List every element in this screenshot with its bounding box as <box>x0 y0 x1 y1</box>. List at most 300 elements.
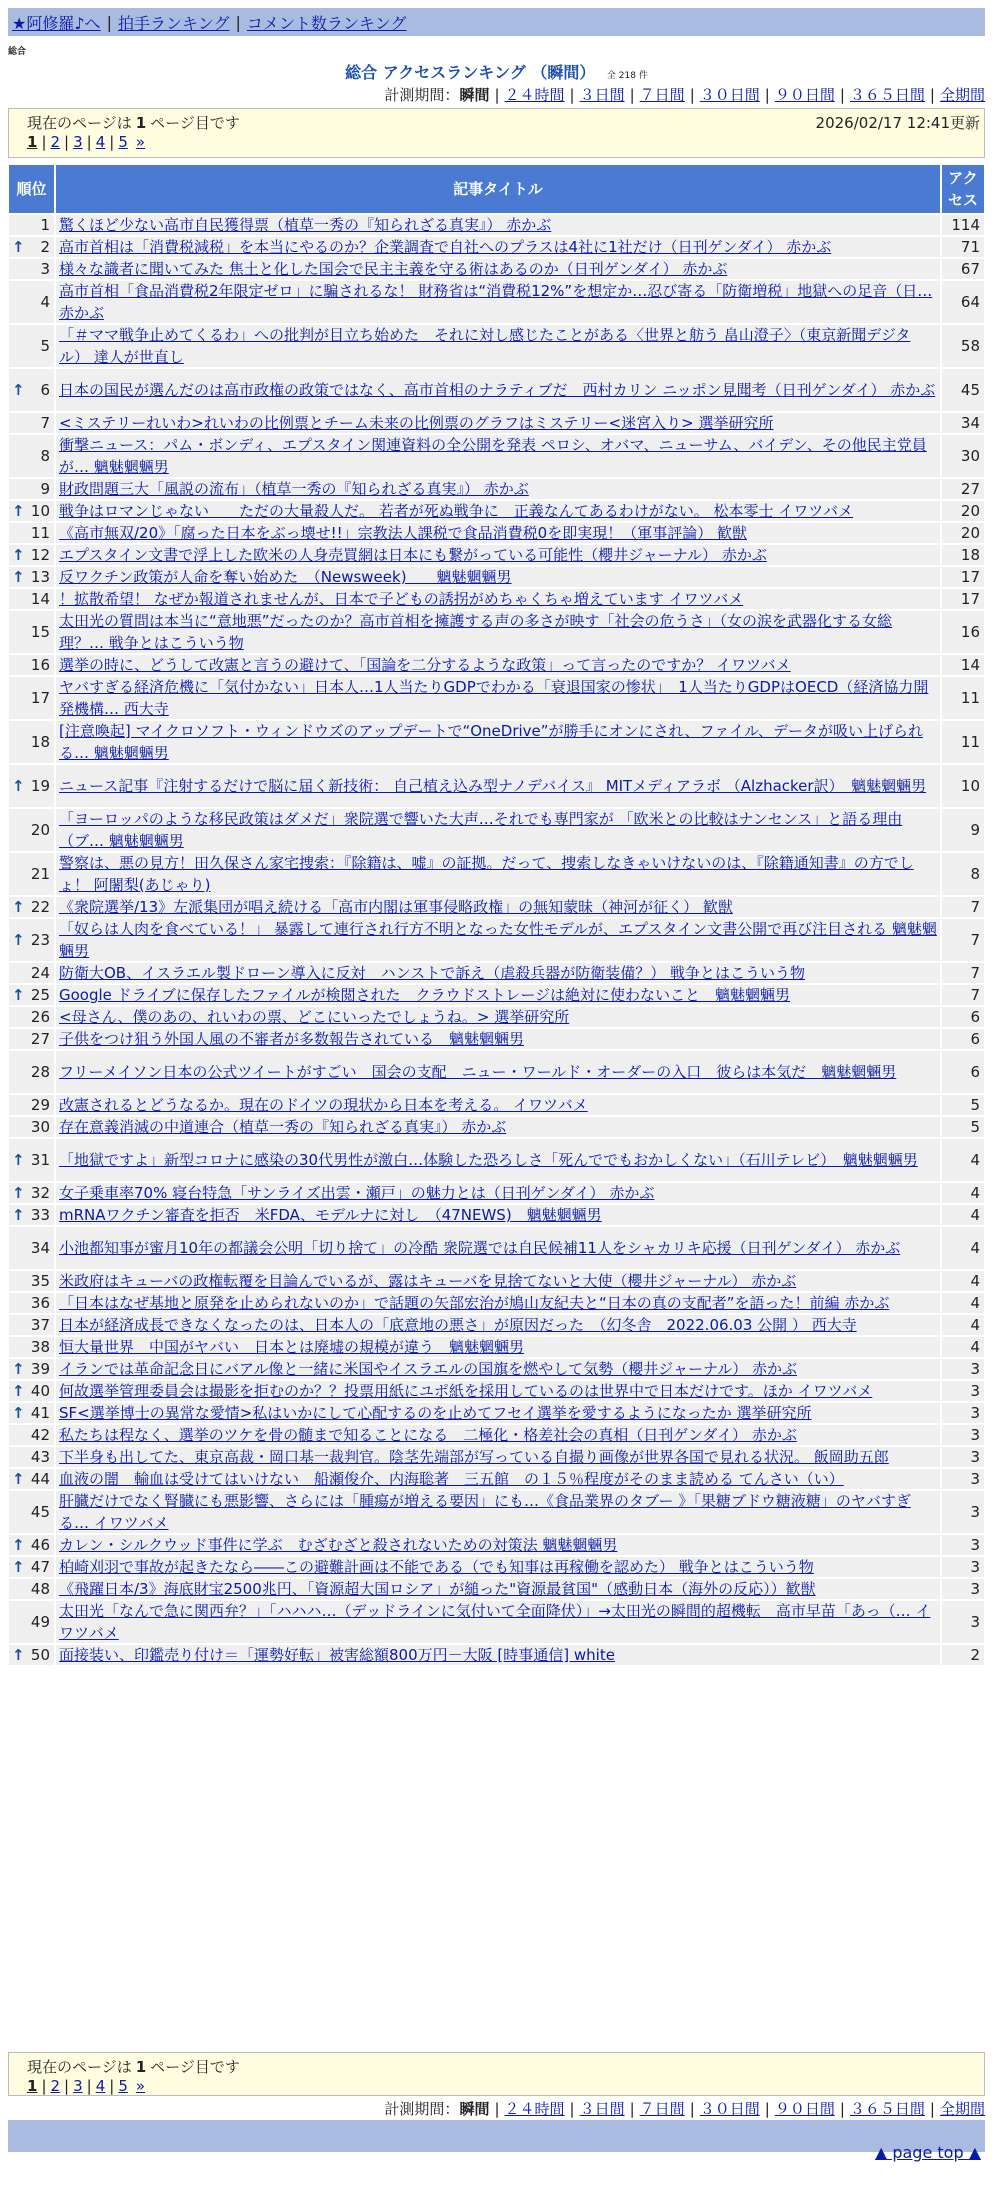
access-count: 4 <box>941 1138 985 1182</box>
period-link[interactable]: ３６５日間 <box>849 2100 925 2118</box>
rank-number: 45 <box>30 1503 50 1521</box>
article-link[interactable]: 反ワクチン政策が人命を奪い始めた （Newsweek) 魑魅魍魎男 <box>59 568 512 586</box>
access-count: 3 <box>941 1468 985 1490</box>
access-header: アクセス <box>941 164 985 214</box>
rank-cell <box>8 1534 55 1556</box>
rank-number: 49 <box>30 1613 50 1631</box>
rank-cell <box>8 1226 55 1270</box>
rank-number: 47 <box>30 1558 50 1576</box>
title-cell <box>55 808 941 852</box>
table-row <box>8 1028 985 1050</box>
title-cell <box>55 918 941 962</box>
rank-cell <box>8 1402 55 1424</box>
rank-number: 4 <box>40 293 50 311</box>
access-count: 4 <box>941 1270 985 1292</box>
rank-cell <box>8 918 55 962</box>
page-current: 1 <box>27 2077 38 2095</box>
title-cell <box>55 1336 941 1358</box>
rank-cell <box>8 1600 55 1644</box>
rank-number: 12 <box>30 546 50 564</box>
table-row <box>8 720 985 764</box>
title-cell <box>55 434 941 478</box>
rank-cell <box>8 984 55 1006</box>
rank-number: 41 <box>30 1404 50 1422</box>
table-row <box>8 676 985 720</box>
table-row <box>8 962 985 984</box>
period-link[interactable]: ７日間 <box>639 2100 685 2118</box>
access-count: 27 <box>941 478 985 500</box>
article-link[interactable]: 驚くほど少ない高市自民獲得票（植草一秀の『知られざる真実』） 赤かぶ <box>59 216 552 234</box>
rank-number: 32 <box>30 1184 50 1202</box>
table-row <box>8 566 985 588</box>
period-link[interactable]: ３０日間 <box>699 2100 760 2118</box>
page-link[interactable]: 5 <box>118 2077 128 2095</box>
article-link[interactable]: 存在意義消滅の中道連合（植草一秀の『知られざる真実』） 赤かぶ <box>59 1118 507 1136</box>
period-separator: | <box>839 86 845 104</box>
site-tag: 総合 <box>8 47 27 57</box>
article-link[interactable]: 米政府はキューバの政権転覆を目論んでいるが、露はキューバを見捨てないと大使（櫻井ジャーナル） 赤かぶ <box>59 1272 797 1290</box>
article-link[interactable]: 《飛躍日本/3》海底財宝2500兆円、「資源超大国ロシア」が縋った"資源最貧国"（感動日本（海外の反応））歓獣 <box>59 1580 816 1598</box>
access-count: 2 <box>941 1644 985 1666</box>
title-header: 記事タイトル <box>55 164 941 214</box>
rank-header: 順位 <box>8 164 55 214</box>
table-row <box>8 1556 985 1578</box>
rank-number: 46 <box>30 1536 50 1554</box>
title-cell <box>55 1424 941 1446</box>
article-link[interactable]: カレン・シルクウッド事件に学ぶ むざむざと殺されないための対策法 魑魅魍魎男 <box>59 1536 618 1554</box>
title-cell <box>55 676 941 720</box>
title-cell <box>55 500 941 522</box>
rank-up-arrow-icon: ↑ <box>12 777 25 795</box>
access-count: 4 <box>941 1182 985 1204</box>
rank-cell <box>8 214 55 236</box>
article-link[interactable]: Google ドライブに保存したファイルが検閲された クラウドストレージは絶対に使わないこと 魑魅魍魎男 <box>59 986 791 1004</box>
next-page-link[interactable]: » <box>135 2077 146 2095</box>
title-cell <box>55 566 941 588</box>
article-link[interactable]: 高市首相「食品消費税2年限定ゼロ」に騙されるな！ 財務省は“消費税12%”を想定か…忍び寄る「防衛増税」地獄への足音（日… 赤かぶ <box>59 282 933 322</box>
rank-cell <box>8 1314 55 1336</box>
period-label: 計測期間： <box>384 2100 460 2118</box>
article-link[interactable]: ヤバすぎる経済危機に「気付かない」日本人…1人当たりGDPでわかる「衰退国家の惨状」 1人当たりGDPはOECD（経済協力開発機構… 西大寺 <box>59 678 929 718</box>
page-separator: | <box>86 133 92 151</box>
current-page-text <box>27 112 240 133</box>
access-count: 10 <box>941 764 985 808</box>
total-count: 全 218 件 <box>606 71 648 81</box>
access-count: 11 <box>941 720 985 764</box>
rank-up-arrow-icon: ↑ <box>12 568 25 586</box>
period-link[interactable]: ７日間 <box>639 86 685 104</box>
rank-cell <box>8 478 55 500</box>
article-link[interactable]: 「ヨーロッパのような移民政策はダメだ」衆院選で響いた大声…それでも専門家が 「欧米との比較はナンセンス」と語る理由（ブ… 魑魅魍魎男 <box>59 810 903 850</box>
rank-number: 24 <box>30 964 50 982</box>
rank-cell <box>8 1468 55 1490</box>
period-separator: | <box>929 2100 935 2118</box>
rank-cell <box>8 412 55 434</box>
rank-cell <box>8 896 55 918</box>
table-row <box>8 610 985 654</box>
title-cell <box>55 214 941 236</box>
rank-cell <box>8 1050 55 1094</box>
article-link[interactable]: 選挙の時に、どうして改憲と言うの避けて、「国論を二分するような政策」って言ったのですか？ イワツバメ <box>59 656 791 674</box>
current-page-number: 1 <box>135 2058 147 2076</box>
period-link[interactable]: ３日間 <box>579 2100 625 2118</box>
access-count: 64 <box>941 280 985 324</box>
article-link[interactable]: 「地獄ですよ」新型コロナに感染の30代男性が激白…体験した恐ろしさ「死んででもおかしくない」（石川テレビ） 魑魅魍魎男 <box>59 1151 918 1169</box>
title-cell <box>55 478 941 500</box>
article-link[interactable]: mRNAワクチン審査を拒否 米FDA、モデルナに対し （47NEWS) 魑魅魍魎男 <box>59 1206 602 1224</box>
access-count: 16 <box>941 610 985 654</box>
table-row <box>8 1358 985 1380</box>
access-count: 6 <box>941 1050 985 1094</box>
rank-cell <box>8 324 55 368</box>
home-link[interactable]: ★阿修羅♪へ <box>12 13 101 33</box>
access-count: 11 <box>941 676 985 720</box>
article-link[interactable]: 戦争はロマンじゃない ただの大量殺人だ。 若者が死ぬ戦争に 正義なんてあるわけがない。 松本零士 イワツバメ <box>59 502 854 520</box>
table-row <box>8 984 985 1006</box>
title-cell <box>55 1380 941 1402</box>
rank-cell <box>8 676 55 720</box>
title-cell <box>55 720 941 764</box>
rank-up-arrow-icon: ↑ <box>12 1646 25 1664</box>
table-row <box>8 1204 985 1226</box>
period-label: 計測期間： <box>384 86 460 104</box>
period-link[interactable]: 全期間 <box>939 2100 985 2118</box>
table-row <box>8 1006 985 1028</box>
rank-up-arrow-icon: ↑ <box>12 1206 25 1224</box>
rank-cell <box>8 1182 55 1204</box>
rank-cell <box>8 610 55 654</box>
rank-number: 21 <box>30 865 50 883</box>
rank-up-arrow-icon: ↑ <box>12 238 25 256</box>
access-count: 4 <box>941 1336 985 1358</box>
period-selector-bottom <box>384 2098 985 2119</box>
rank-number: 2 <box>40 238 50 256</box>
table-row <box>8 1292 985 1314</box>
title-cell <box>55 984 941 1006</box>
rank-cell <box>8 1644 55 1666</box>
article-link[interactable]: SF<選挙博士の異常な愛情>私はいかにして心配するのを止めてフセイ選挙を愛するようになったか 選挙研究所 <box>59 1404 812 1422</box>
access-count: 6 <box>941 1006 985 1028</box>
comment-ranking-link[interactable]: コメント数ランキング <box>246 13 407 33</box>
title-cell <box>55 1490 941 1534</box>
page-link[interactable]: 4 <box>95 133 106 151</box>
article-link[interactable]: 太田光「なんで急に関西弁？」「ハハハ…（デッドラインに気付いて全面降伏）」→太田光の瞬間的超機転 高市早苗「あっ（… イワツバメ <box>59 1602 931 1642</box>
access-count: 4 <box>941 1292 985 1314</box>
period-separator: | <box>629 2100 635 2118</box>
article-link[interactable]: 何故選挙管理委員会は撮影を拒むのか？？投票用紙にユポ紙を採用しているのは世界中で日本だけです。ほか イワツバメ <box>59 1382 873 1400</box>
rank-number: 8 <box>40 447 50 465</box>
table-row <box>8 544 985 566</box>
rank-up-arrow-icon: ↑ <box>12 502 25 520</box>
article-link[interactable]: 面接装い、印鑑売り付け＝「運勢好転」被害総額800万円－大阪 [時事通信] white <box>59 1646 615 1664</box>
table-row <box>8 808 985 852</box>
title-cell <box>55 896 941 918</box>
page-link[interactable]: 5 <box>118 133 128 151</box>
next-page-link[interactable]: » <box>135 133 146 151</box>
article-link[interactable]: 「日本はなぜ基地と原発を止められないのか」で話題の矢部宏治が鳩山友紀夫と“日本の真の支配者”を語った！前編 赤かぶ <box>59 1294 890 1312</box>
rank-cell <box>8 280 55 324</box>
rank-cell <box>8 1380 55 1402</box>
page-separator: | <box>41 2077 47 2095</box>
table-row <box>8 1336 985 1358</box>
title-cell <box>55 1292 941 1314</box>
period-separator: | <box>689 2100 695 2118</box>
rank-number: 42 <box>30 1426 50 1444</box>
access-count: 5 <box>941 1094 985 1116</box>
article-link[interactable]: 高市首相は「消費税減税」を本当にやるのか？企業調査で自社へのプラスは4社に1社だけ（日刊ゲンダイ） 赤かぶ <box>59 238 832 256</box>
article-link[interactable]: フリーメイソン日本の公式ツイートがすごい 国会の支配 ニュー・ワールド・オーダーの入口 彼らは本気だ 魑魅魍魎男 <box>59 1063 897 1081</box>
article-link[interactable]: 子供をつけ狙う外国人風の不審者が多数報告されている 魑魅魍魎男 <box>59 1030 525 1048</box>
page-link[interactable]: 2 <box>50 2077 61 2095</box>
rank-number: 3 <box>40 260 50 278</box>
rank-up-arrow-icon: ↑ <box>12 1151 25 1169</box>
article-link[interactable]: 「奴らは人肉を食べている！」 暴露して連行され行方不明となった女性モデルが、エプスタイン文書公開で再び注目される 魑魅魍魎男 <box>59 920 937 960</box>
table-row <box>8 1270 985 1292</box>
access-count: 4 <box>941 1314 985 1336</box>
article-link[interactable]: 日本が経済成長できなくなったのは、日本人の「底意地の悪さ」が原因だった （幻冬舎 2022.06.03 公開 ） 西大寺 <box>59 1316 857 1334</box>
rank-up-arrow-icon: ↑ <box>12 1360 25 1378</box>
title-cell <box>55 1204 941 1226</box>
access-count: 7 <box>941 918 985 962</box>
access-count: 3 <box>941 1402 985 1424</box>
access-count: 3 <box>941 1600 985 1644</box>
rank-up-arrow-icon: ↑ <box>12 381 25 399</box>
rank-cell <box>8 1578 55 1600</box>
article-link[interactable]: 太田光の質問は本当に“意地悪”だったのか？高市首相を擁護する声の多さが映す「社会の危うさ」（女の涙を武器化する女総理？… 戦争とはこういう物 <box>59 612 893 652</box>
title-cell <box>55 654 941 676</box>
title-cell <box>55 1270 941 1292</box>
rank-number: 43 <box>30 1448 50 1466</box>
title-cell <box>55 258 941 280</box>
page-link[interactable]: 3 <box>73 133 83 151</box>
page-separator: | <box>109 133 115 151</box>
access-count: 3 <box>941 1490 985 1534</box>
page-link[interactable]: 2 <box>50 133 61 151</box>
access-count: 30 <box>941 434 985 478</box>
article-link[interactable]: 財政問題三大「風説の流布」（植草一秀の『知られざる真実』） 赤かぶ <box>59 480 529 498</box>
title-cell <box>55 1182 941 1204</box>
rank-number: 6 <box>40 381 50 399</box>
article-link[interactable]: [注意喚起] マイクロソフト・ウィンドウズのアップデートで“OneDrive”が勝手にオンにされ、ファイル、データが吸い上げられる… 魑魅魍魎男 <box>59 722 923 762</box>
access-count: 9 <box>941 808 985 852</box>
period-link[interactable]: ３６５日間 <box>849 86 925 104</box>
ranking-title: 総合 アクセスランキング （瞬間） <box>345 63 596 82</box>
table-row <box>8 1490 985 1534</box>
article-link[interactable]: エプスタイン文書で浮上した欧米の人身売買網は日本にも繋がっている可能性（櫻井ジャーナル） 赤かぶ <box>59 546 767 564</box>
title-cell <box>55 324 941 368</box>
title-cell <box>55 764 941 808</box>
rank-number: 37 <box>30 1316 50 1334</box>
current-page-post: ページ目です <box>150 2058 240 2076</box>
rank-up-arrow-icon: ↑ <box>12 931 25 949</box>
rank-number: 5 <box>40 337 50 355</box>
period-link[interactable]: ３日間 <box>579 86 625 104</box>
rank-cell <box>8 1116 55 1138</box>
article-link[interactable]: 女子乗車率70% 寝台特急「サンライズ出雲・瀬戸」の魅力とは（日刊ゲンダイ） 赤かぶ <box>59 1184 655 1202</box>
rank-cell <box>8 1204 55 1226</box>
rank-number: 48 <box>30 1580 50 1598</box>
table-row <box>8 434 985 478</box>
article-link[interactable]: 改憲されるとどうなるか。現在のドイツの現状から日本を考える。 イワツバメ <box>59 1096 588 1114</box>
table-row <box>8 1050 985 1094</box>
table-row <box>8 588 985 610</box>
article-link[interactable]: 恒大量世界 中国がヤバい 日本とは廃墟の規模が違う 魑魅魍魎男 <box>59 1338 525 1356</box>
article-link[interactable]: 様々な識者に聞いてみた 焦土と化した国会で民主主義を守る術はあるのか（日刊ゲンダイ） 赤かぶ <box>59 260 728 278</box>
access-count: 14 <box>941 654 985 676</box>
article-link[interactable]: ！拡散希望！ なぜか報道されませんが、日本で子どもの誘拐がめちゃくちゃ増えています イワツバメ <box>59 590 744 608</box>
rank-cell <box>8 1028 55 1050</box>
applause-ranking-link[interactable]: 拍手ランキング <box>117 13 230 33</box>
page-separator: | <box>41 133 47 151</box>
access-count: 3 <box>941 1358 985 1380</box>
access-count: 7 <box>941 896 985 918</box>
rank-cell <box>8 808 55 852</box>
table-row <box>8 324 985 368</box>
rank-number: 23 <box>30 931 50 949</box>
footer-bar <box>8 2120 985 2152</box>
title-cell <box>55 1644 941 1666</box>
period-link[interactable]: ３０日間 <box>699 86 760 104</box>
article-link[interactable]: 《衆院選挙/13》左派集団が唱え続ける「高市内閣は軍事侵略政権」の無知蒙昧（神河が征く） 歓獣 <box>59 898 733 916</box>
rank-number: 30 <box>30 1118 50 1136</box>
rank-up-arrow-icon: ↑ <box>12 986 25 1004</box>
article-link[interactable]: 血液の闇 輸血は受けてはいけない 船瀬俊介、内海聡著 三五館 の１５％程度がそのまま読める てんさい（い） <box>59 1470 844 1488</box>
title-cell <box>55 610 941 654</box>
article-link[interactable]: 柏崎刈羽で事故が起きたなら――この避難計画は不能である（でも知事は再稼働を認めた） 戦争とはこういう物 <box>59 1558 814 1576</box>
article-link[interactable]: イランでは革命記念日にバアル像と一緒に米国やイスラエルの国旗を燃やして気勢（櫻井ジャーナル） 赤かぶ <box>59 1360 797 1378</box>
rank-number: 19 <box>30 777 50 795</box>
page-links <box>27 133 145 151</box>
rank-number: 13 <box>30 568 50 586</box>
current-page-post: ページ目です <box>150 114 240 132</box>
article-link[interactable]: 日本の国民が選んだのは高市政権の政策ではなく、高市首相のナラティブだ 西村カリン ニッポン見聞考（日刊ゲンダイ） 赤かぶ <box>59 381 936 399</box>
article-link[interactable]: 私たちは程なく、選挙のツケを骨の髄まで知ることになる 二極化・格差社会の真相（日刊ゲンダイ） 赤かぶ <box>59 1426 797 1444</box>
article-link[interactable]: <母さん、僕のあの、れいわの票、どこにいったでしょうね。> 選挙研究所 <box>59 1008 570 1026</box>
period-link[interactable]: ２４時間 <box>504 86 565 104</box>
ranking-table <box>8 164 985 1666</box>
rank-number: 50 <box>30 1646 50 1664</box>
title-cell <box>55 1116 941 1138</box>
page-separator: | <box>86 2077 92 2095</box>
rank-number: 22 <box>30 898 50 916</box>
title-cell <box>55 544 941 566</box>
rank-number: 14 <box>30 590 50 608</box>
article-link[interactable]: 衝撃ニュース：パム・ボンディ、エプスタイン関連資料の全公開を発表 ペロシ、オバマ、ニューサム、バイデン、その他民主党員が… 魑魅魍魎男 <box>59 436 927 476</box>
rank-up-arrow-icon: ↑ <box>12 1470 25 1488</box>
nav-separator: | <box>106 12 112 32</box>
period-selector <box>384 84 985 105</box>
rank-cell <box>8 654 55 676</box>
article-link[interactable]: 小池都知事が蜜月10年の都議会公明「切り捨て」の冷酷 衆院選では自民候補11人をシャカリキ応援（日刊ゲンダイ） 赤かぶ <box>59 1239 901 1257</box>
title-cell <box>55 1006 941 1028</box>
access-count: 4 <box>941 1226 985 1270</box>
table-row <box>8 896 985 918</box>
page-link[interactable]: 4 <box>95 2077 106 2095</box>
title-cell <box>55 1314 941 1336</box>
rank-number: 44 <box>30 1470 50 1488</box>
article-link[interactable]: <ミステリーれいわ>れいわの比例票とチーム未来の比例票のグラフはミステリー<迷宮入り> 選挙研究所 <box>59 414 774 432</box>
access-count: 5 <box>941 1116 985 1138</box>
table-row <box>8 1402 985 1424</box>
period-separator: | <box>494 2100 500 2118</box>
table-row <box>8 1468 985 1490</box>
table-row <box>8 1116 985 1138</box>
period-link[interactable]: ９０日間 <box>774 2100 835 2118</box>
period-separator: | <box>569 2100 575 2118</box>
period-link[interactable]: ２４時間 <box>504 2100 565 2118</box>
rank-number: 33 <box>30 1206 50 1224</box>
access-count: 114 <box>941 214 985 236</box>
table-row <box>8 1314 985 1336</box>
period-separator: | <box>629 86 635 104</box>
rank-number: 40 <box>30 1382 50 1400</box>
table-row <box>8 1138 985 1182</box>
access-count: 3 <box>941 1380 985 1402</box>
page-top-link[interactable]: ▲ page top ▲ <box>874 2143 981 2162</box>
article-link[interactable]: 「＃ママ戦争止めてくるわ」への批判が目立ち始めた それに対し感じたことがある〈世界と舫う 畠山澄子〉（東京新聞デジタル） 達人が世直し <box>59 326 911 366</box>
access-count: 3 <box>941 1424 985 1446</box>
table-row <box>8 500 985 522</box>
period-current: 瞬間 <box>459 2100 490 2118</box>
title-cell <box>55 1468 941 1490</box>
table-row <box>8 852 985 896</box>
title-cell <box>55 1226 941 1270</box>
table-row <box>8 764 985 808</box>
nav-separator: | <box>235 12 241 32</box>
rank-up-arrow-icon: ↑ <box>12 1404 25 1422</box>
article-link[interactable]: 警察は、悪の見方！田久保さん家宅捜索：『除籍は、嘘』の証拠。だって、捜索しなきゃいけないのは、『除籍通知書』の方でしょ！ 阿闍梨(あじゃり) <box>59 854 914 894</box>
article-link[interactable]: ニュース記事『注射するだけで脳に届く新技術： 自己植え込み型ナノデバイス』 MITメディアラボ （Alzhacker訳） 魑魅魍魎男 <box>59 777 927 795</box>
rank-number: 35 <box>30 1272 50 1290</box>
page-link[interactable]: 3 <box>73 2077 83 2095</box>
access-count: 4 <box>941 1204 985 1226</box>
rank-cell <box>8 764 55 808</box>
table-row <box>8 1094 985 1116</box>
period-link[interactable]: 全期間 <box>939 86 985 104</box>
table-row <box>8 1578 985 1600</box>
table-row <box>8 1182 985 1204</box>
period-link[interactable]: ９０日間 <box>774 86 835 104</box>
article-link[interactable]: 下半身も出してた、東京高裁・岡口基一裁判官。陰茎先端部が写っている自撮り画像が世界各国で見れる状況。 飯岡助五郎 <box>59 1448 889 1466</box>
pager-top <box>8 108 985 158</box>
table-row <box>8 918 985 962</box>
rank-number: 18 <box>30 733 50 751</box>
article-link[interactable]: 《高市無双/20》「腐った日本をぶっ壊せ!!」宗教法人課税で食品消費税0を即実現！（軍事評論） 歓獣 <box>59 524 747 542</box>
table-row <box>8 1446 985 1468</box>
rank-number: 39 <box>30 1360 50 1378</box>
rank-number: 34 <box>30 1239 50 1257</box>
rank-up-arrow-icon: ↑ <box>12 1382 25 1400</box>
period-separator: | <box>929 86 935 104</box>
period-current: 瞬間 <box>459 86 490 104</box>
rank-number: 29 <box>30 1096 50 1114</box>
rank-number: 31 <box>30 1151 50 1169</box>
title-cell <box>55 1534 941 1556</box>
table-row <box>8 478 985 500</box>
article-link[interactable]: 肝臓だけでなく腎臓にも悪影響、さらには「腫瘍が増える要因」にも…《食品業界のタブー 》「果糖ブドウ糖液糖」のヤバすぎる… イワツバメ <box>59 1492 911 1532</box>
access-count: 7 <box>941 984 985 1006</box>
rank-number: 36 <box>30 1294 50 1312</box>
table-row <box>8 236 985 258</box>
article-link[interactable]: 防衛大OB、イスラエル製ドローン導入に反対 ハンストで訴え（虐殺兵器が防衛装備？） 戦争とはこういう物 <box>59 964 805 982</box>
rank-cell <box>8 434 55 478</box>
table-row <box>8 280 985 324</box>
rank-number: 28 <box>30 1063 50 1081</box>
rank-cell <box>8 1292 55 1314</box>
title-cell <box>55 412 941 434</box>
current-page-number: 1 <box>135 114 147 132</box>
table-row <box>8 368 985 412</box>
